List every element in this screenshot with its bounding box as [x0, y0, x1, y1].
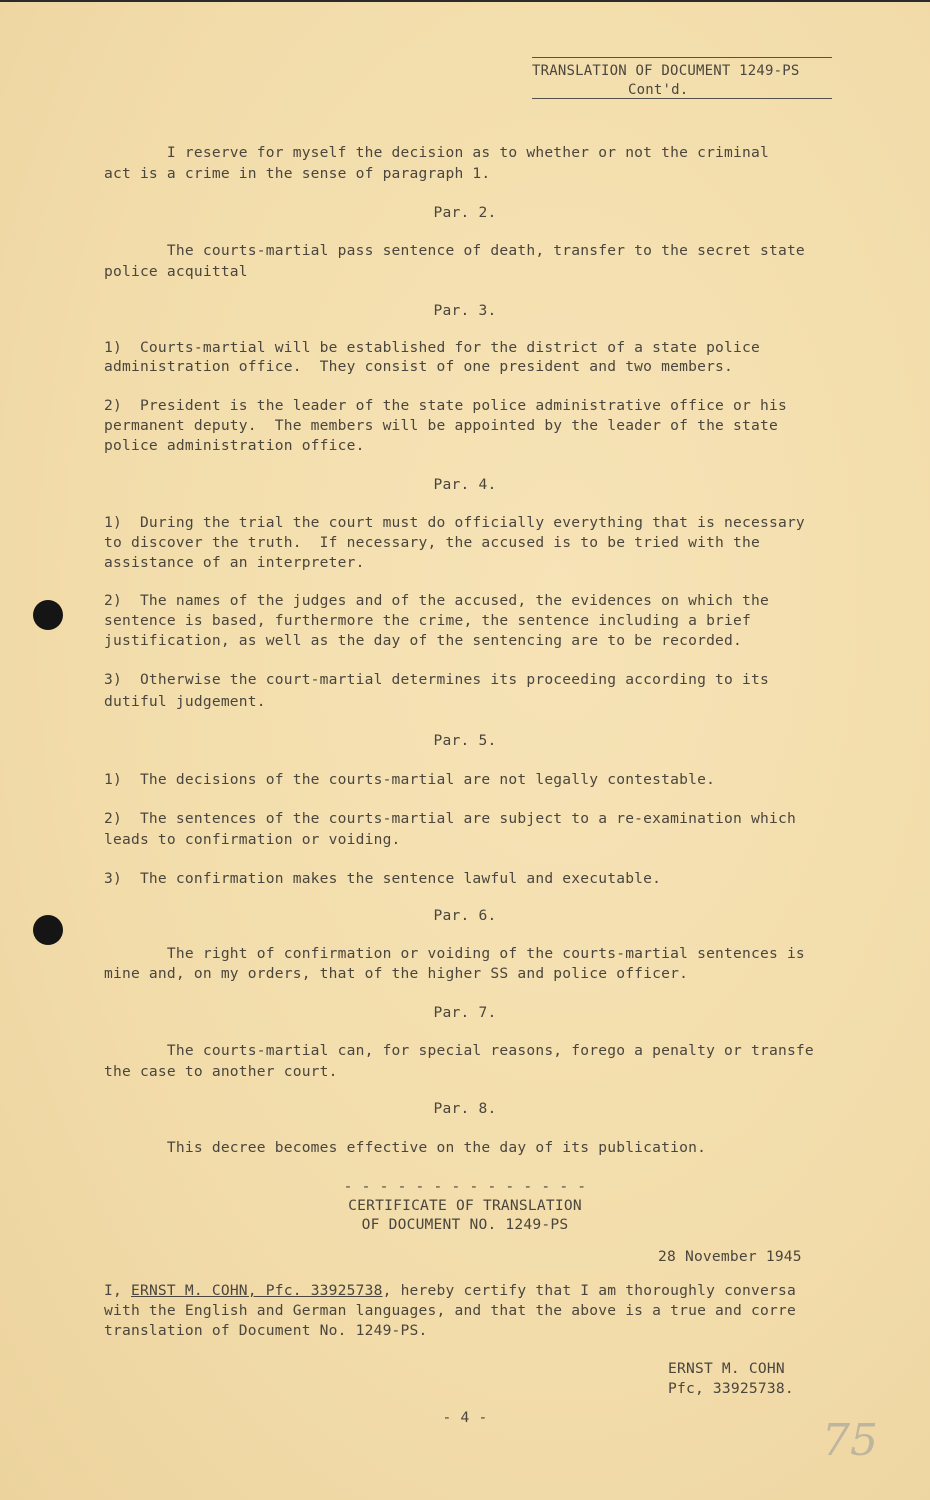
par5-2-line-1: 2) The sentences of the courts-martial are subject to a re-examination which	[104, 810, 796, 827]
certificate-statement-line-3: translation of Document No. 1249-PS.	[104, 1322, 428, 1339]
par7-line-1: The courts-martial can, for special reasons, forego a penalty or transfe	[104, 1042, 814, 1059]
header-rule-top	[532, 57, 832, 58]
par2-line-1: The courts-martial pass sentence of death, transfer to the secret state	[104, 242, 805, 259]
intro-line-1: I reserve for myself the decision as to whether or not the criminal	[104, 144, 769, 161]
par4-3-line-2: dutiful judgement.	[104, 693, 266, 710]
punch-hole-top	[33, 600, 63, 630]
translator-name-underlined: ERNST M. COHN, Pfc. 33925738	[130, 1282, 383, 1299]
par4-2-line-2: sentence is based, furthermore the crime, the sentence including a brief	[104, 612, 752, 629]
certificate-statement-line-1	[104, 1281, 796, 1301]
signature-name: ERNST M. COHN	[668, 1360, 785, 1377]
par8-heading: Par. 8.	[433, 1100, 497, 1117]
par4-1-line-2: to discover the truth. If necessary, the accused is to be tried with the	[104, 534, 760, 551]
par5-heading: Par. 5.	[433, 732, 497, 749]
certificate-title-line-1: CERTIFICATE OF TRANSLATION	[348, 1197, 582, 1214]
document-subtitle: Cont'd.	[628, 82, 689, 98]
par3-2-line-1: 2) President is the leader of the state police administrative office or his	[104, 397, 787, 414]
par7-heading: Par. 7.	[433, 1004, 497, 1021]
certificate-date: 28 November 1945	[658, 1248, 802, 1265]
par6-heading: Par. 6.	[433, 907, 497, 924]
document-title: TRANSLATION OF DOCUMENT 1249-PS	[532, 63, 800, 79]
par3-2-line-2: permanent deputy. The members will be appointed by the leader of the state	[104, 417, 778, 434]
par4-1-line-3: assistance of an interpreter.	[104, 554, 365, 571]
statement-line-1-rest: , hereby certify that I am thoroughly conversa	[382, 1282, 796, 1299]
certificate-statement-line-2: with the English and German languages, and that the above is a true and corre	[104, 1302, 796, 1319]
punch-hole-bottom	[33, 915, 63, 945]
par5-2-line-2: leads to confirmation or voiding.	[104, 831, 401, 848]
par3-heading: Par. 3.	[433, 302, 497, 319]
par8-line-1: This decree becomes effective on the day of its publication.	[104, 1139, 707, 1156]
handwritten-page-number: 75	[822, 1415, 878, 1466]
page-number: - 4 -	[442, 1409, 488, 1426]
par4-2-line-1: 2) The names of the judges and of the accused, the evidences on which the	[104, 592, 769, 609]
certificate-title-line-2: OF DOCUMENT NO. 1249-PS	[361, 1216, 569, 1233]
par6-line-1: The right of confirmation or voiding of the courts-martial sentences is	[104, 945, 805, 962]
par4-heading: Par. 4.	[433, 476, 497, 493]
par5-3-line-1: 3) The confirmation makes the sentence lawful and executable.	[104, 870, 662, 887]
par2-heading: Par. 2.	[433, 204, 497, 221]
par2-line-2: police acquittal	[104, 263, 248, 280]
statement-lead: I,	[104, 1282, 131, 1299]
par4-2-line-3: justification, as well as the day of the sentencing are to be recorded.	[104, 632, 743, 649]
par7-line-2: the case to another court.	[104, 1063, 338, 1080]
par5-1-line-1: 1) The decisions of the courts-martial are not legally contestable.	[104, 771, 716, 788]
signature-rank: Pfc, 33925738.	[668, 1380, 794, 1397]
par4-3-line-1: 3) Otherwise the court-martial determines its proceeding according to its	[104, 671, 769, 688]
par3-1-line-2: administration office. They consist of one president and two members.	[104, 358, 734, 375]
par3-2-line-3: police administration office.	[104, 437, 365, 454]
par4-1-line-1: 1) During the trial the court must do officially everything that is necessary	[104, 514, 805, 531]
intro-line-2: act is a crime in the sense of paragraph 1.	[104, 165, 491, 182]
par3-1-line-1: 1) Courts-martial will be established for the district of a state police	[104, 339, 760, 356]
header-rule-bottom	[532, 98, 832, 99]
certificate-divider: - - - - - - - - - - - - - -	[343, 1178, 587, 1195]
par6-line-2: mine and, on my orders, that of the higher SS and police officer.	[104, 965, 689, 982]
top-edge	[0, 0, 930, 2]
